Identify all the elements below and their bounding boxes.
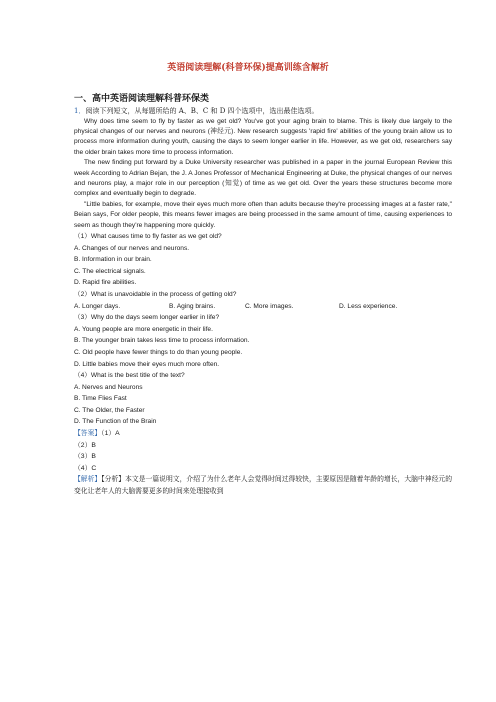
question-instruction: 阅读下列短文，从每题所给的 A、B、C 和 D 四个选项中，选出最佳选项。	[85, 107, 319, 115]
question-4-option-d: D. The Function of the Brain	[74, 418, 157, 426]
analysis-text: 本文是一篇说明文，介绍了为什么老年人会觉得时间过得较快，主要原因是随着年龄的增长，大脑中神经元的变化让老年人的大脑需要更多的时间来处理接收到	[74, 475, 452, 496]
question-4-option-a: A. Nerves and Neurons	[74, 383, 143, 391]
question-3-option-c: C. Old people have fewer things to do than young people.	[74, 348, 243, 356]
question-3-option-b: B. The younger brain takes less time to process information.	[74, 337, 250, 345]
question-4-option-b: B. Time Flies Fast	[74, 395, 127, 403]
answer-2: （2）B	[74, 441, 96, 449]
analysis-paragraph	[74, 474, 452, 497]
question-2-option-d: D. Less experience.	[339, 302, 398, 310]
question-1-option-b: B. Information in our brain.	[74, 256, 152, 264]
question-1-option-c: C. The electrical signals.	[74, 267, 146, 275]
answer-3: （3）B	[74, 453, 96, 461]
section-heading: 一、高中英语阅读理解科普环保类	[74, 94, 210, 104]
answer-1: （1）A	[101, 430, 120, 438]
question-4-stem: （4）What is the best title of the text?	[74, 372, 185, 380]
question-3-option-a: A. Young people are more energetic in their life.	[74, 325, 213, 333]
question-1-stem: （1）What causes time to fly faster as we get old?	[74, 232, 222, 240]
passage-paragraph-3: "Little babies, for example, move their eyes much more often than adults because they're processing images at a faster rate," Beian says, For older people, this means fewer images are being processed in the same amount of time, causing experiences to seem as though they're happening more quickly.	[74, 200, 452, 229]
answer-4: （4）C	[74, 464, 97, 472]
question-2-option-a: A. Longer days.	[74, 302, 121, 310]
question-3-option-d: D. Little babies move their eyes much more often.	[74, 360, 220, 368]
passage-paragraph-1: Why does time seem to fly by faster as we get old? You've got your aging brain to blame. This is likely due largely to the physical changes of our nerves and neurons (神经元). New research suggests 'rapid fire' abilities of the young brain allow us to process more information during youth, causing the days to seem longer earlier in life. However, as we get old, researchers say the older brain takes more time to process information.	[74, 117, 452, 156]
passage-paragraph-2: The new finding put forward by a Duke University researcher was published in a paper in the journal European Review this week According to Adrian Bejan, the J. A Jones Professor of Mechanical Engineering at Duke, the physical changes of our nerves and neurons play, a major role in our perception (知觉) of time as we get old. Over the years these structures become more complex and eventually begin to degrade.	[74, 159, 452, 198]
document-title: 英语阅读理解(科普环保)提高训练含解析	[167, 63, 329, 73]
question-intro	[74, 106, 452, 117]
question-1-option-d: D. Rapid fire abilities.	[74, 279, 137, 287]
question-2-options	[74, 301, 452, 313]
question-2-stem: （2）What is unavoidable in the process of getting old?	[74, 290, 237, 298]
question-number: 1．	[74, 107, 86, 115]
question-1-option-a: A. Changes of our nerves and neurons.	[74, 244, 190, 252]
analysis-subtag: 【分析】	[101, 475, 126, 484]
question-3-stem: （3）Why do the days seem longer earlier in life?	[74, 314, 220, 322]
answer-tag: 【答案】	[74, 429, 102, 438]
answer-line	[74, 428, 452, 440]
question-2-option-b: B. Aging brains.	[169, 302, 216, 310]
question-4-option-c: C. The Older, the Faster	[74, 406, 145, 414]
question-2-option-c: C. More images.	[245, 302, 294, 310]
analysis-tag: 【解析】	[74, 475, 102, 484]
